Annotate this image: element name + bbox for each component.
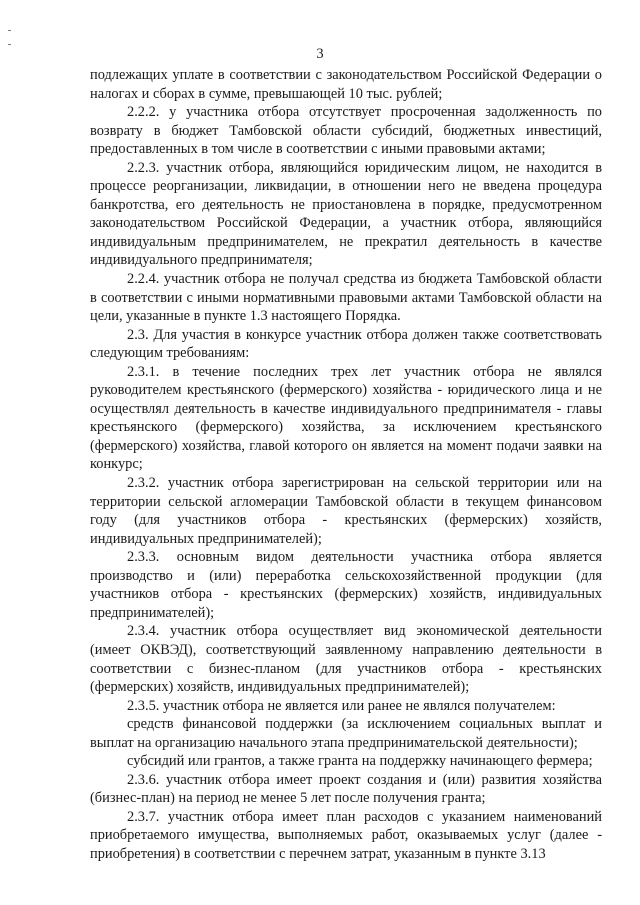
paragraph-2-3: 2.3. Для участия в конкурсе участник отбора должен также соответствовать следующим требованиям: [90,326,602,362]
paragraph-continuation: подлежащих уплате в соответствии с законодательством Российской Федерации о налогах и сборах в сумме, превышающей 10 тыс. рублей; [90,67,602,102]
paragraph-2-3-2: 2.3.2. участник отбора зарегистрирован на сельской территории или на территории сельской агломерации Тамбовской области в текущем финансовом году (для участников отбора - крестьянских (фермерских) хозяйств, индивидуальных предпринимателей); [90,475,602,547]
paragraph-2-3-5-item-2: субсидий или грантов, а также гранта на поддержку начинающего фермера; [127,753,593,770]
document-body [90,66,602,864]
paragraph-2-3-7: 2.3.7. участник отбора имеет план расходов с указанием наименований приобретаемого имущества, выполняемых работ, оказываемых услуг (далее - приобретения) в соответствии с перечнем затрат, указанным в пункте 3.13 [90,808,602,862]
paragraph-2-3-6: 2.3.6. участник отбора имеет проект создания и (или) развития хозяйства (бизнес-план) на период не менее 5 лет после получения гранта; [90,771,602,807]
paragraph-2-3-5-item-1: средств финансовой поддержки (за исключением социальных выплат и выплат на организацию начального этапа предпринимательской деятельности); [90,716,602,751]
paragraph-2-3-3: 2.3.3. основным видом деятельности участника отбора является производство и (или) переработка сельскохозяйственной продукции (для участников отбора - крестьянских (фермерских) хозяйств, индивидуальных предпринимателей); [90,549,602,621]
page-number: 3 [316,46,324,62]
scan-margin-mark [8,30,11,31]
paragraph-2-2-4: 2.2.4. участник отбора не получал средства из бюджета Тамбовской области в соответствии с иными нормативными правовыми актами Тамбовской области на цели, указанные в пункте 1.3 настоящего Порядка. [90,271,602,325]
paragraph-2-3-1: 2.3.1. в течение последних трех лет участник отбора не являлся руководителем крестьянского (фермерского) хозяйства - юридического лица и не осуществлял деятельность в качестве индивидуального предпринимателя - главы крестьянского (фермерского) хозяйства, за исключением крестьянского (фермерского) хозяйства, главой которого он является на момент подачи заявки на конкурс; [90,363,602,473]
paragraph-2-3-4: 2.3.4. участник отбора осуществляет вид экономической деятельности (имеет ОКВЭД), соответствующий заявленному направлению деятельности в соответствии с бизнес-планом (для участников отбора - крестьянских (фермерских) хозяйств, индивидуальных предпринимателей); [90,623,602,696]
paragraph-2-2-2: 2.2.2. у участника отбора отсутствует просроченная задолженность по возврату в бюджет Тамбовской области субсидий, бюджетных инвестиций, предоставленных в том числе в соответствии с иными правовыми актами; [90,104,602,158]
paragraph-2-2-3: 2.2.3. участник отбора, являющийся юридическим лицом, не находится в процессе реорганизации, ликвидации, в отношении него не введена процедура банкротства, его деятельность не приостановлена в порядке, предусмотренном законодательством Российской Федерации, а участник отбора, являющийся индивидуальным предпринимателем, не прекратил деятельность в качестве индивидуального предпринимателя; [90,159,602,269]
paragraph-2-3-5: 2.3.5. участник отбора не является или ранее не являлся получателем: [127,697,556,714]
